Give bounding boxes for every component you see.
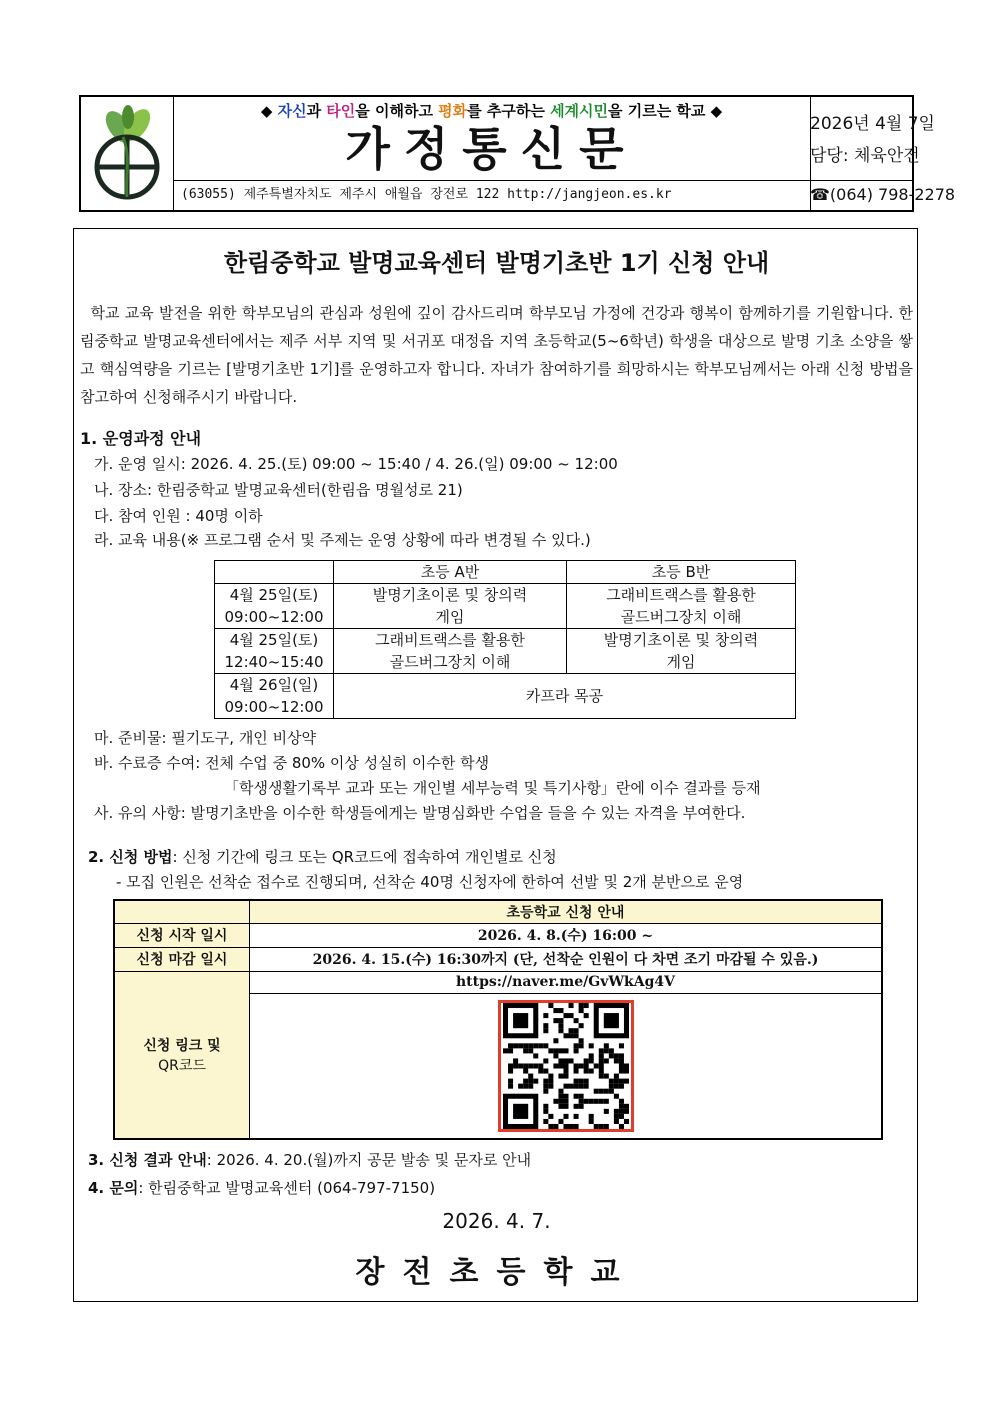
- qr-code[interactable]: [498, 1000, 634, 1132]
- staff-in-charge: 담당: 체육안전: [810, 146, 920, 166]
- s1-item: 「학생생활기록부 교과 또는 개인별 세부능력 및 특기사항」란에 이수 결과를 등재: [224, 779, 761, 797]
- s1-item: 바. 수료증 수여: 전체 수업 중 80% 이상 성실히 이수한 학생: [94, 754, 490, 772]
- school-logo: [81, 97, 174, 210]
- application-table: [113, 899, 883, 1140]
- table-cell: 4월 25일(토) 09:00~12:00: [215, 584, 334, 629]
- table-row: [215, 674, 796, 719]
- slogan-part: 평화: [438, 102, 468, 120]
- s1-item: 다. 참여 인원 : 40명 이하: [94, 507, 263, 525]
- table-cell: 그래비트랙스를 활용한 골드버그장치 이해: [567, 584, 796, 629]
- s1-item: 마. 준비물: 필기도구, 개인 비상약: [94, 729, 317, 747]
- end-label: 신청 마감 일시: [114, 947, 250, 971]
- table-header: 초등 B반: [567, 561, 796, 584]
- table-header: [114, 900, 250, 923]
- slogan-part: 세계시민: [550, 102, 609, 120]
- slogan-part: 을 기르는 학교 ◆: [608, 102, 723, 120]
- s2-note: - 모집 인원은 선착순 접수로 진행되며, 선착순 40명 신청자에 한하여 선발 및 2개 분반으로 운영: [116, 873, 744, 891]
- section-1-title: 1. 운영과정 안내: [80, 429, 202, 448]
- table-row: [114, 923, 882, 947]
- section-4: 4. 문의: 한림중학교 발명교육센터 (064-797-7150): [88, 1179, 436, 1197]
- section-2: 2. 신청 방법: 신청 기간에 링크 또는 QR코드에 접속하여 개인별로 신청: [88, 848, 557, 866]
- s1-item: 가. 운영 일시: 2026. 4. 25.(토) 09:00 ~ 15:40 / 4. 26.(일) 09:00 ~ 12:00: [94, 455, 618, 473]
- end-value: 2026. 4. 15.(수) 16:30까지 (단, 선착순 인원이 다 차면 조기 마감될 수 있음.): [250, 947, 883, 971]
- table-cell: 카프라 목공: [334, 674, 796, 719]
- schedule-table: [214, 560, 796, 719]
- intro-text: 학교 교육 발전을 위한 학부모님의 관심과 성원에 깊이 감사드리며 학부모님 가정에 건강과 행복이 함께하기를 기원합니다. 한림중학교 발명교육센터에서는 제주 서부 지역 및 서귀포 대정읍 지역 초등학교(5~6학년) 학생을 대상으로 발명 기초 소양을 쌓고 핵심역량을 기르는 [발명기초반 1기]를 운영하고자 합니다. 자녀가 참여하기를 희망하시는 학부모님께서는 아래 신청 방법을 참고하여 신청해주시기 바랍니다.: [80, 304, 913, 406]
- table-row: [215, 629, 796, 674]
- link-label: 신청 링크 및 QR코드: [114, 971, 250, 1139]
- notice-date: 2026. 4. 7.: [442, 1209, 551, 1233]
- s1-item: 라. 교육 내용(※ 프로그램 순서 및 주제는 운영 상황에 따라 변경될 수 있다.): [94, 531, 591, 549]
- s1-item: 사. 유의 사항: 발명기초반을 이수한 학생들에게는 발명심화반 수업을 들을 수 있는 자격을 부여한다.: [94, 804, 746, 822]
- section-3: 3. 신청 결과 안내: 2026. 4. 20.(월)까지 공문 발송 및 문자로 안내: [88, 1151, 532, 1169]
- issue-date: 2026년 4월 7일: [810, 114, 935, 134]
- start-value: 2026. 4. 8.(수) 16:00 ~: [250, 923, 883, 947]
- document-title: 가정통신문: [345, 122, 638, 176]
- school-phone: ☎(064) 798-2278: [810, 185, 956, 204]
- notice-body: [73, 228, 918, 1302]
- school-name: 장전초등학교: [355, 1255, 638, 1290]
- table-cell: 발명기초이론 및 창의력 게임: [334, 584, 567, 629]
- letterhead: [79, 95, 956, 212]
- slogan-part: 를 추구하는: [467, 102, 551, 120]
- title-area: [173, 97, 811, 181]
- slogan-part: 타인: [326, 102, 356, 120]
- notice-title: 한림중학교 발명교육센터 발명기초반 1기 신청 안내: [223, 249, 770, 277]
- table-cell: 4월 25일(토) 12:40~15:40: [215, 629, 334, 674]
- slogan-part: 과: [306, 102, 327, 120]
- slogan-part: 자신: [277, 102, 307, 120]
- table-header: [215, 561, 334, 584]
- table-header: 초등학교 신청 안내: [250, 900, 883, 923]
- date-area: [810, 97, 935, 181]
- slogan-part: 을 이해하고: [355, 102, 439, 120]
- table-cell: 그래비트랙스를 활용한 골드버그장치 이해: [334, 629, 567, 674]
- table-row: [114, 900, 882, 923]
- application-link[interactable]: https://naver.me/GvWkAg4V: [250, 971, 883, 993]
- s1-item: 나. 장소: 한림중학교 발명교육센터(한림읍 명월성로 21): [94, 481, 463, 499]
- table-header: 초등 A반: [334, 561, 567, 584]
- table-cell: 4월 26일(일) 09:00~12:00: [215, 674, 334, 719]
- slogan-part: ◆: [260, 102, 278, 120]
- school-emblem-icon: [81, 97, 173, 210]
- school-slogan: [173, 100, 810, 121]
- school-address: (63055) 제주특별자치도 제주시 애월읍 장전로 122 http://jangjeon.es.kr: [173, 180, 811, 210]
- table-cell: 발명기초이론 및 창의력 게임: [567, 629, 796, 674]
- intro-paragraph: [80, 299, 913, 411]
- start-label: 신청 시작 일시: [114, 923, 250, 947]
- qr-code-icon: [501, 1003, 631, 1129]
- table-row: [215, 561, 796, 584]
- table-row: [114, 947, 882, 971]
- table-row: [215, 584, 796, 629]
- table-row: [114, 971, 882, 993]
- qr-cell: [250, 993, 883, 1139]
